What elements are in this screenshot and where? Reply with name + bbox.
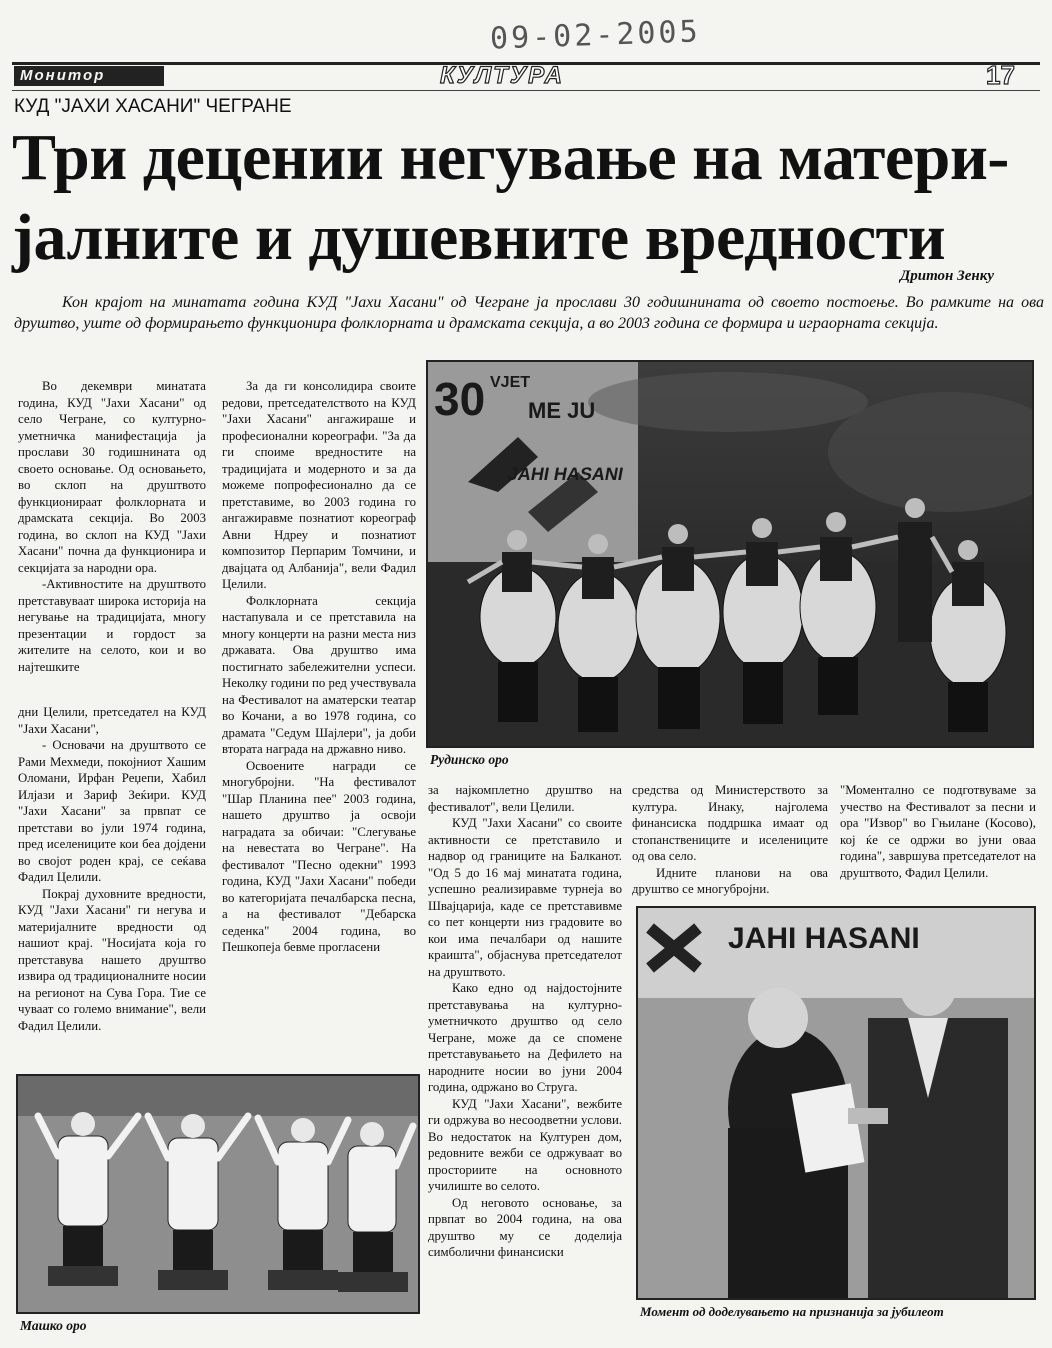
photo-rudinsko-oro xyxy=(426,360,1034,748)
article-column-1-bottom xyxy=(18,704,206,1074)
page-number: 17 xyxy=(986,60,1015,90)
paragraph: Од неговото основање, за првпат во 2004 година, на ова друштво му се доделија симболични финансиски xyxy=(428,1195,622,1259)
banner-vjet: VJET xyxy=(490,374,531,391)
banner-30: 30 xyxy=(434,373,486,425)
paragraph: Покрај духовните вредности, КУД "Јахи Хасани" ги негува и материјалните вредности од нашиот крај. "Носијата која го претставува нашето друштво извира од традиционалните носии на регионот на Сува Гора. Тие се чуваат со големо внимание", вели Фадил Целили. xyxy=(18,886,206,1033)
paragraph: Во декември минатата година, КУД "Јахи Хасани" од село Чегране, со културно-уметничка манифестација ја прослави 30 годишнината од своето основање. Од основањето, во склоп на друштвото функционираат фолклорната и драмската секција. Во 2003 година, во склоп на КУД "Јахи Хасани" почна да функционира и секцијата за народни ора. xyxy=(18,379,206,575)
article-column-3 xyxy=(428,782,622,1342)
article-column-2 xyxy=(222,378,416,1076)
paragraph: Како едно од најдостојните претставувања на културно-уметничкото друштво од село Чегране, може да се спомене претставувањето на Дефилето на народните носии во јуни 2004 година, одржано во Струга. xyxy=(428,981,622,1094)
paragraph: КУД "Јахи Хасани" со своите активности се претставило и надвор од границите на Балканот. "Од 5 до 16 мај минатата година, успешно реализиравме турнеја во Швајцарија, каде се претставивме со пет концерти низ градовите во кои има печалбари од нашите краишта", објаснува претседателот на друштвото. xyxy=(428,816,622,979)
award-ceremony-image xyxy=(638,908,1034,1298)
headline-line-1: Три децении негување на матери- xyxy=(12,121,1009,194)
paragraph: -Активностите на друштвото претставуваат широка историја на негување на традицијата, многу презентации и гордост за жителите на селото, кои и во најтешките xyxy=(18,577,206,674)
male-dancers-image xyxy=(18,1076,418,1312)
banner-jahi-hasani-award: JAHI HASANI xyxy=(728,922,920,955)
article-column-5 xyxy=(840,782,1036,902)
caption-rudinsko-oro: Рудинско оро xyxy=(430,752,509,767)
article-column-1-top xyxy=(18,378,206,700)
caption-mashko-oro: Машко оро xyxy=(20,1318,87,1333)
paragraph: КУД "Јахи Хасани", вежбите ги одржува во несоодветни услови. Во недостаток на Културен дом, редовните вежби се одржуваат во просториите на основното училиште во селото. xyxy=(428,1096,622,1193)
paragraph: средства од Министерството за култура. Инаку, најголема финансиска поддршка имаат од стопанствениците и иселениците од ова село. xyxy=(632,783,828,863)
photo-mashko-oro xyxy=(16,1074,420,1314)
paragraph: "Моментално се подготвуваме за учество на Фестивалот за песни и ора "Извор" во Гњилане (Косово), кој ќе се одржи во јуни оваа година", завршува претседателот на друштвото, Фадил Целили. xyxy=(840,783,1036,880)
paragraph: Освоените награди се многубројни. "На фестивалот "Шар Планина пее" 2003 година, нашето друштво ја освоји наградата за обичаи: "Слегување на невестата во Чегране". На фестивалот "Песно одекни" 1993 година, КУД "Јахи Хасани" победи во категоријата печалбарска песна, а на фестивалот "Дебарска седенка" 2004 година, во Пешкопеја бевме прогласени xyxy=(222,758,416,954)
newspaper-logo: Монитор xyxy=(14,66,164,86)
article-lead: Кон крајот на минатата година КУД "Јахи Хасани" од Чегране ја прослави 30 годишнината од своето постоење. Во рамките на ова друштво, уште од формирањето функционира фолклорната и драмската секција, а во 2003 година се формира и играорната секција. xyxy=(14,294,1044,332)
article-kicker: КУД "ЈАХИ ХАСАНИ" ЧЕГРАНЕ xyxy=(14,96,292,117)
headline-line-2: јалните и душевните вредности xyxy=(12,201,946,274)
dancers-stage-image xyxy=(428,362,1032,746)
paragraph: Фолклорната секција настапувала и се претставила на многу концерти на разни места низ државата. Ова друштво има постигнато забележителни успеси. Неколку години по ред учествувала на Фестивалот на аматерски театар во Кочани, а во 1978 година, со драмата "Седум Шајлери", ја доби втората награда на државно ниво. xyxy=(222,593,416,756)
photo-award-moment xyxy=(636,906,1036,1300)
article-column-4 xyxy=(632,782,828,902)
byline: Дритон Зенку xyxy=(900,268,995,284)
paragraph: Идните планови на ова друштво се многубројни. xyxy=(632,865,828,896)
banner-jahi-hasani: JAHI HASANI xyxy=(506,464,625,484)
handwritten-date: 09-02-2005 xyxy=(489,14,702,57)
article-headline xyxy=(12,118,1042,278)
caption-award-moment: Момент од доделувањето на признанија за јубилеот xyxy=(640,1304,944,1319)
paragraph: дни Целили, претседател на КУД "Јахи Хасани", xyxy=(18,705,206,736)
section-title: КУЛТУРА xyxy=(440,62,564,89)
paragraph: за најкомплетно друштво на фестивалот", вели Целили. xyxy=(428,783,622,814)
paragraph: За да ги консолидира своите редови, претседателството на КУД "Јахи Хасани" ангажираше и професионални кореографи. "За да ги споиме вредностите на традицијата и модерното и за да можеме попрофесионално да се претставиме, во 2003 година го ангажиравме познатиот кореограф Авни Ндреу и познатиот композитор Перпарим Томчини, и двајцата од Албанија", вели Фадил Целили. xyxy=(222,379,416,591)
masthead-subrule xyxy=(12,90,1040,91)
paragraph: - Основачи на друштвото се Рами Мехмеди, покојниот Хашим Оломани, Ирфан Реџепи, Хабил Илјази и Зариф Зеќири. КУД "Јахи Хасани" за првпат се претстави во јули 1974 година, пред иселениците кои беа дојдени во својот роден крај, се сеќава Фадил Целили. xyxy=(18,738,206,884)
banner-me-ju: ME JU xyxy=(528,398,596,423)
